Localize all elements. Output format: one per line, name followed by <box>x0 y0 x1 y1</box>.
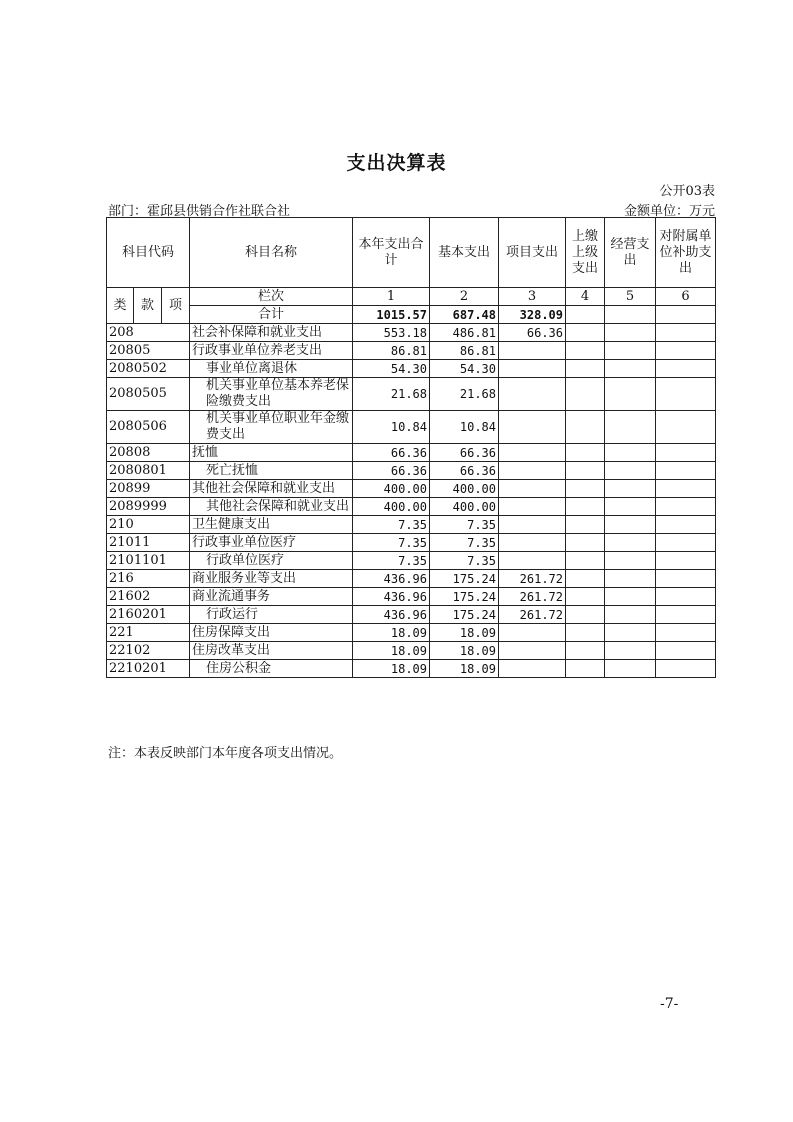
row-total: 18.09 <box>353 624 430 642</box>
table-row <box>107 444 716 462</box>
row-upper <box>566 462 605 480</box>
row-code: 2080505 <box>107 378 190 411</box>
row-business <box>605 552 656 570</box>
row-project <box>499 642 566 660</box>
row-subsidy <box>656 411 716 444</box>
row-total: 553.18 <box>353 324 430 342</box>
row-project <box>499 342 566 360</box>
row-subsidy <box>656 606 716 624</box>
total-project: 328.09 <box>499 306 566 324</box>
row-name: 机关事业单位基本养老保险缴费支出 <box>190 378 353 411</box>
table-row <box>107 552 716 570</box>
row-business <box>605 462 656 480</box>
row-name: 行政事业单位养老支出 <box>190 342 353 360</box>
row-basic: 7.35 <box>430 534 499 552</box>
table-row <box>107 498 716 516</box>
row-total: 436.96 <box>353 588 430 606</box>
row-name: 商业服务业等支出 <box>190 570 353 588</box>
row-total: 436.96 <box>353 570 430 588</box>
row-business <box>605 444 656 462</box>
row-basic: 66.36 <box>430 462 499 480</box>
table-row <box>107 480 716 498</box>
row-subsidy <box>656 552 716 570</box>
row-name: 卫生健康支出 <box>190 516 353 534</box>
row-project <box>499 480 566 498</box>
row-project <box>499 534 566 552</box>
header-total: 本年支出合计 <box>353 218 430 288</box>
row-subsidy <box>656 360 716 378</box>
row-basic: 10.84 <box>430 411 499 444</box>
row-name: 其他社会保障和就业支出 <box>190 480 353 498</box>
row-upper <box>566 624 605 642</box>
row-subsidy <box>656 324 716 342</box>
row-subsidy <box>656 462 716 480</box>
row-project <box>499 516 566 534</box>
row-subsidy <box>656 498 716 516</box>
row-project: 261.72 <box>499 606 566 624</box>
row-upper <box>566 360 605 378</box>
table-row <box>107 588 716 606</box>
row-subsidy <box>656 342 716 360</box>
total-label: 合计 <box>190 306 353 324</box>
row-upper <box>566 324 605 342</box>
row-code: 20899 <box>107 480 190 498</box>
row-total: 18.09 <box>353 660 430 678</box>
header-business: 经营支出 <box>605 218 656 288</box>
table-row <box>107 660 716 678</box>
row-business <box>605 411 656 444</box>
row-business <box>605 588 656 606</box>
table-row <box>107 516 716 534</box>
row-name: 行政运行 <box>190 606 353 624</box>
row-basic: 7.35 <box>430 516 499 534</box>
row-total: 66.36 <box>353 462 430 480</box>
row-basic: 54.30 <box>430 360 499 378</box>
row-upper <box>566 534 605 552</box>
row-project <box>499 660 566 678</box>
header-upper: 上缴上级支出 <box>566 218 605 288</box>
row-basic: 18.09 <box>430 660 499 678</box>
row-code: 20808 <box>107 444 190 462</box>
row-project: 261.72 <box>499 570 566 588</box>
row-basic: 7.35 <box>430 552 499 570</box>
row-code: 22102 <box>107 642 190 660</box>
row-name: 行政事业单位医疗 <box>190 534 353 552</box>
row-project <box>499 624 566 642</box>
row-code: 2160201 <box>107 606 190 624</box>
row-upper <box>566 444 605 462</box>
table-row <box>107 342 716 360</box>
row-business <box>605 534 656 552</box>
row-name: 行政单位医疗 <box>190 552 353 570</box>
row-subsidy <box>656 378 716 411</box>
row-business <box>605 642 656 660</box>
header-name: 科目名称 <box>190 218 353 288</box>
row-upper <box>566 570 605 588</box>
row-business <box>605 660 656 678</box>
table-row <box>107 570 716 588</box>
row-total: 18.09 <box>353 642 430 660</box>
row-name: 抚恤 <box>190 444 353 462</box>
row-basic: 175.24 <box>430 570 499 588</box>
row-project <box>499 498 566 516</box>
row-basic: 400.00 <box>430 480 499 498</box>
row-upper <box>566 660 605 678</box>
row-subsidy <box>656 516 716 534</box>
row-basic: 175.24 <box>430 588 499 606</box>
row-upper <box>566 552 605 570</box>
row-basic: 400.00 <box>430 498 499 516</box>
table-row <box>107 642 716 660</box>
row-subsidy <box>656 642 716 660</box>
total-value: 1015.57 <box>353 306 430 324</box>
row-code: 2089999 <box>107 498 190 516</box>
header-col-5: 5 <box>605 288 656 306</box>
row-name: 住房改革支出 <box>190 642 353 660</box>
row-project: 261.72 <box>499 588 566 606</box>
row-total: 7.35 <box>353 552 430 570</box>
row-total: 7.35 <box>353 516 430 534</box>
row-business <box>605 342 656 360</box>
table-row <box>107 324 716 342</box>
row-code: 210 <box>107 516 190 534</box>
row-total: 7.35 <box>353 534 430 552</box>
row-name: 事业单位离退休 <box>190 360 353 378</box>
row-subsidy <box>656 624 716 642</box>
row-business <box>605 606 656 624</box>
row-basic: 486.81 <box>430 324 499 342</box>
row-code: 21011 <box>107 534 190 552</box>
header-col-3: 3 <box>499 288 566 306</box>
row-name: 死亡抚恤 <box>190 462 353 480</box>
row-basic: 175.24 <box>430 606 499 624</box>
form-number: 公开03表 <box>659 184 715 199</box>
header-col-2: 2 <box>430 288 499 306</box>
table-row <box>107 624 716 642</box>
row-code: 216 <box>107 570 190 588</box>
row-project <box>499 411 566 444</box>
row-total: 400.00 <box>353 498 430 516</box>
row-upper <box>566 411 605 444</box>
header-kuan: 款 <box>134 288 162 324</box>
row-upper <box>566 378 605 411</box>
row-upper <box>566 342 605 360</box>
row-name: 商业流通事务 <box>190 588 353 606</box>
header-col-4: 4 <box>566 288 605 306</box>
row-upper <box>566 480 605 498</box>
row-code: 21602 <box>107 588 190 606</box>
header-code: 科目代码 <box>107 218 190 288</box>
row-total: 10.84 <box>353 411 430 444</box>
table-row <box>107 534 716 552</box>
unit-label: 金额单位：万元 <box>623 204 715 219</box>
row-code: 2080502 <box>107 360 190 378</box>
page-title: 支出决算表 <box>346 152 447 174</box>
row-code: 20805 <box>107 342 190 360</box>
table-row <box>107 360 716 378</box>
row-subsidy <box>656 588 716 606</box>
header-basic: 基本支出 <box>430 218 499 288</box>
row-project <box>499 360 566 378</box>
row-basic: 18.09 <box>430 642 499 660</box>
header-project: 项目支出 <box>499 218 566 288</box>
row-basic: 18.09 <box>430 624 499 642</box>
total-basic: 687.48 <box>430 306 499 324</box>
row-total: 66.36 <box>353 444 430 462</box>
row-business <box>605 516 656 534</box>
row-name: 住房公积金 <box>190 660 353 678</box>
header-lei: 类 <box>107 288 134 324</box>
row-subsidy <box>656 534 716 552</box>
table-row <box>107 378 716 411</box>
row-total: 54.30 <box>353 360 430 378</box>
row-name: 住房保障支出 <box>190 624 353 642</box>
row-project <box>499 378 566 411</box>
header-column-label: 栏次 <box>190 288 353 306</box>
row-business <box>605 570 656 588</box>
row-basic: 21.68 <box>430 378 499 411</box>
row-basic: 66.36 <box>430 444 499 462</box>
row-business <box>605 498 656 516</box>
row-code: 2210201 <box>107 660 190 678</box>
row-business <box>605 360 656 378</box>
row-upper <box>566 606 605 624</box>
row-code: 2101101 <box>107 552 190 570</box>
footnote: 注：本表反映部门本年度各项支出情况。 <box>108 746 343 761</box>
row-subsidy <box>656 570 716 588</box>
table-row <box>107 606 716 624</box>
header-col-1: 1 <box>353 288 430 306</box>
row-business <box>605 624 656 642</box>
row-upper <box>566 516 605 534</box>
row-project <box>499 552 566 570</box>
row-code: 221 <box>107 624 190 642</box>
row-business <box>605 480 656 498</box>
row-total: 400.00 <box>353 480 430 498</box>
header-col-6: 6 <box>656 288 716 306</box>
row-subsidy <box>656 444 716 462</box>
row-code: 2080801 <box>107 462 190 480</box>
row-project <box>499 444 566 462</box>
row-name: 机关事业单位职业年金缴费支出 <box>190 411 353 444</box>
header-subsidy: 对附属单位补助支出 <box>656 218 716 288</box>
row-upper <box>566 498 605 516</box>
row-basic: 86.81 <box>430 342 499 360</box>
expenditure-table <box>106 217 716 678</box>
department-label: 部门：霍邱县供销合作社联合社 <box>108 204 291 219</box>
row-subsidy <box>656 480 716 498</box>
row-subsidy <box>656 660 716 678</box>
row-total: 86.81 <box>353 342 430 360</box>
row-code: 2080506 <box>107 411 190 444</box>
row-total: 21.68 <box>353 378 430 411</box>
row-business <box>605 378 656 411</box>
table-row <box>107 411 716 444</box>
row-upper <box>566 642 605 660</box>
row-business <box>605 324 656 342</box>
header-xiang: 项 <box>162 288 190 324</box>
row-name: 社会补保障和就业支出 <box>190 324 353 342</box>
row-code: 208 <box>107 324 190 342</box>
row-name: 其他社会保障和就业支出 <box>190 498 353 516</box>
page-number: -7- <box>660 996 679 1012</box>
row-upper <box>566 588 605 606</box>
row-project <box>499 462 566 480</box>
table-row <box>107 462 716 480</box>
row-total: 436.96 <box>353 606 430 624</box>
row-project: 66.36 <box>499 324 566 342</box>
